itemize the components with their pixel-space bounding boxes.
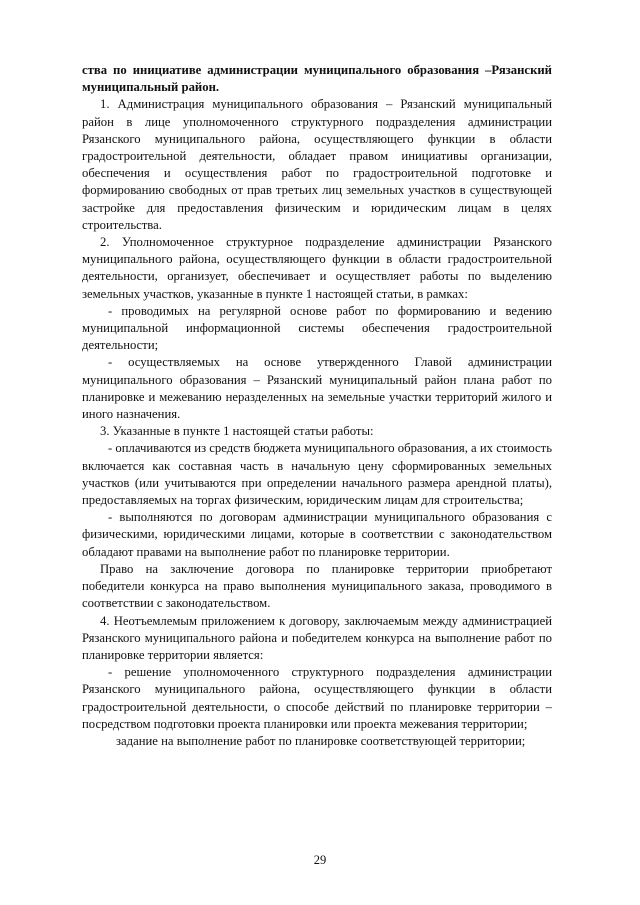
paragraph-contract-right: Право на заключение договора по планировке территории приобретают победители конкурса на право выполнения муниципального заказа, проводимого в соответствии с законодательством. (82, 561, 552, 611)
paragraph-3: 3. Указанные в пункте 1 настоящей статьи работы: (100, 424, 374, 439)
bullet-item-3: - оплачиваются из средств бюджета муниципального образования, а их стоимость включается как составная часть в начальную цену сформированных земельных участков (или учитываются при определении начального размера арендной платы), предоставляемых на торгах физическим, юридическим лицам для строительства; (82, 441, 552, 508)
bullet-item-6: задание на выполнение работ по планировке соответствующей территории; (116, 733, 526, 748)
bullet-item-2: - осуществляемых на основе утвержденного Главой администрации муниципального образования – Рязанский муниципальный район плана работ по планировке и межеванию неразделенных на земельные участки территорий жилого и иного назначения. (82, 355, 552, 422)
bullet-item-5: - решение уполномоченного структурного подразделения администрации Рязанского муниципального района, осуществляющего функции в области градостроительной деятельности, о способе действий по планировке территории – посредством подготовки проекта планировки или проекта межевания территории; (82, 665, 552, 731)
document-page (82, 62, 552, 750)
paragraph-4: 4. Неотъемлемым приложением к договору, заключаемым между администрацией Рязанского муниципального района и победителем конкурса на выполнение работ по планировке территории является: (82, 613, 552, 662)
paragraph-1: 1. Администрация муниципального образования – Рязанский муниципальный район в лице уполномоченного структурного подразделения администрации Рязанского муниципального района, осуществляющего функции в области градостроительной деятельности, обладает правом инициативы организации, обеспечения и осуществления работ по градостроительной подготовке и формированию свободных от прав третьих лиц земельных участков в существующей застройке для предоставления физическим и юридическим лицам в целях строительства. (82, 97, 552, 232)
bullet-item-1: - проводимых на регулярной основе работ по формированию и ведению муниципальной информационной системы обеспечения градостроительной деятельности; (82, 303, 552, 353)
page-number: 29 (313, 853, 327, 867)
section-heading: ства по инициативе администрации муниципального образования –Рязанский муниципальный район. (82, 63, 552, 95)
paragraph-2: 2. Уполномоченное структурное подразделение администрации Рязанского муниципального района, осуществляющего функции в области градостроительной деятельности, организует, обеспечивает и осуществляет работы по выделению земельных участков, указанные в пункте 1 настоящей статьи, в рамках: (82, 235, 552, 301)
bullet-item-4: - выполняются по договорам администрации муниципального образования с физическими, юридическими лицами, которые в соответствии с законодательством обладают правами на выполнение работ по планировке территории. (82, 510, 552, 559)
